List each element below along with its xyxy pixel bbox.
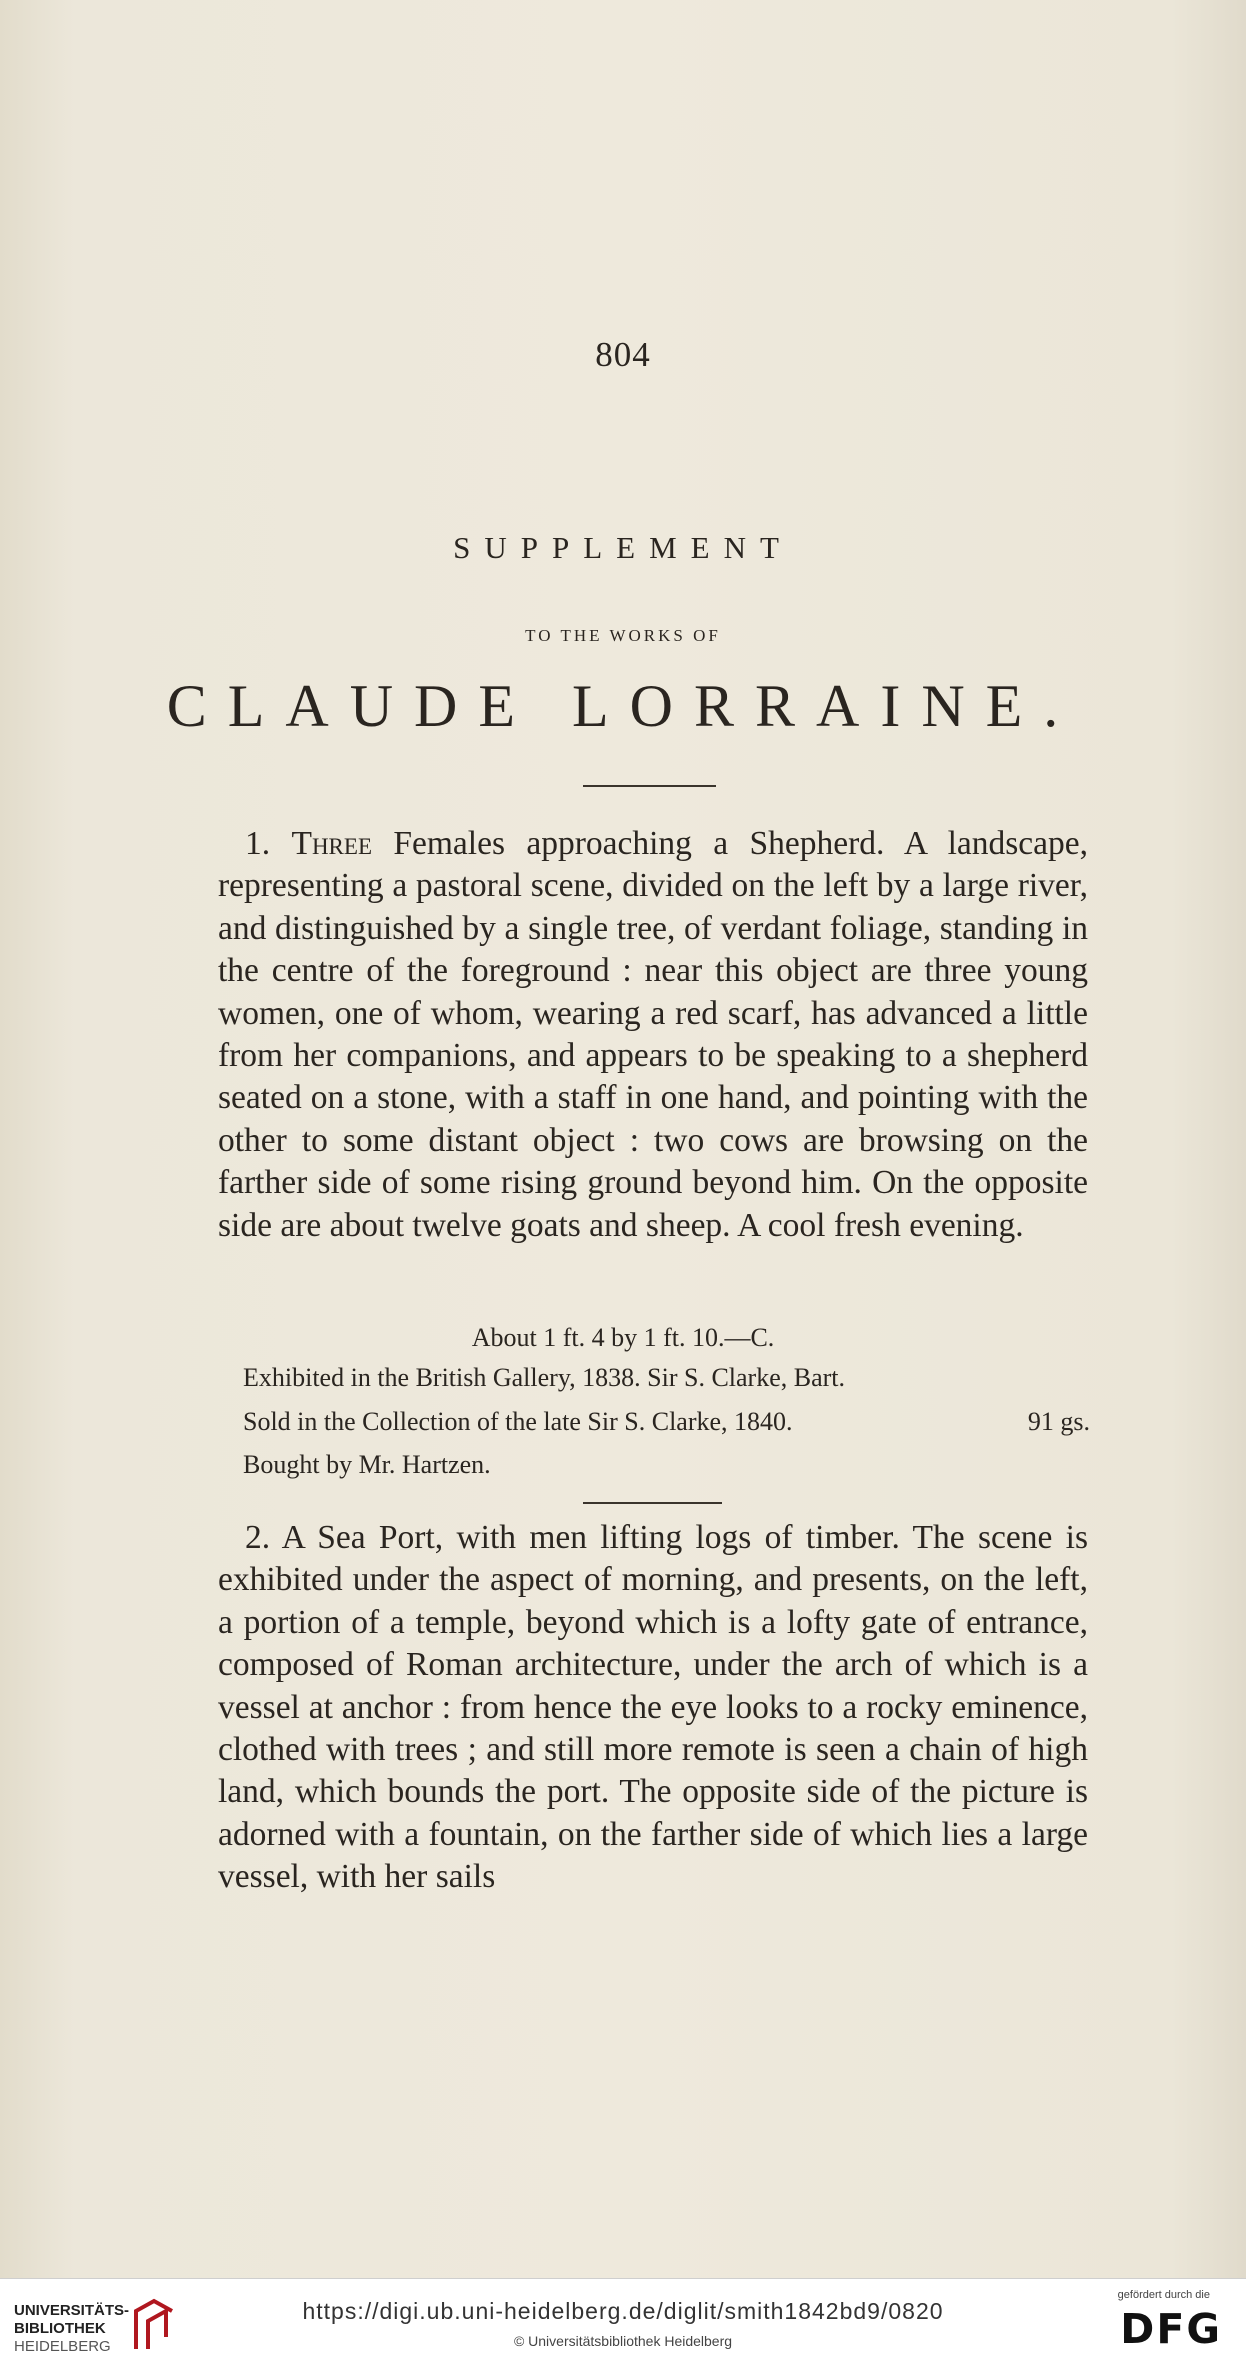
entry-1-exhibited: Exhibited in the British Gallery, 1838. Sir S. Clarke, Bart. [243, 1363, 846, 1392]
entry-1-price: 91 gs. [1027, 1407, 1090, 1436]
dfg-logo[interactable]: DFG [1120, 2305, 1222, 2353]
entry-1-dimensions: About 1 ft. 4 by 1 ft. 10.—C. [471, 1323, 775, 1352]
entry-2 [218, 1517, 1088, 1899]
entry-1-sold-line [243, 1403, 1090, 1440]
entry-1-lead: Three [291, 825, 372, 862]
entry-1-paragraph [218, 823, 1088, 1247]
permalink-url[interactable]: https://digi.ub.uni-heidelberg.de/diglit/smith1842bd9/0820 [302, 2298, 944, 2324]
title-divider [583, 785, 716, 787]
logo-line-1: UNIVERSITÄTS- [14, 2302, 130, 2319]
footer-bar [0, 2278, 1246, 2365]
entry-1-text: Females approaching a Shepherd. A landscape, representing a pastoral scene, divided on the left by a large river, and distinguished by a single tree, of verdant foliage, standing in the centre of the foreground : near this object are three young women, one of whom, wearing a red scarf, has advanced a little from her companions, and appears to be speaking to a shepherd seated on a stone, with a staff in one hand, and pointing with the other to some distant object : two cows are browsing on the farther side of some rising ground beyond him. On the opposite side are about twelve goats and sheep. A cool fresh evening. [218, 825, 1089, 1244]
funding-note: gefördert durch die [1117, 2289, 1210, 2301]
logo-line-3: HEIDELBERG [14, 2338, 111, 2355]
logo-line-2: BIBLIOTHEK [14, 2320, 106, 2337]
copyright-notice: © Universitätsbibliothek Heidelberg [513, 2333, 733, 2349]
entry-1-number: 1. [245, 825, 271, 862]
entry-2-number: 2. [245, 1519, 271, 1556]
entry-1 [218, 823, 1088, 1247]
entry-1-bought: Bought by Mr. Hartzen. [243, 1450, 491, 1479]
entry-2-text: A Sea Port, with men lifting logs of timber. The scene is exhibited under the aspect of morning, and presents, on the left, a portion of a temple, beyond which is a lofty gate of entrance, composed of Roman architecture, under the arch of which is a vessel at anchor : from hence the eye looks to a rocky eminence, clothed with trees ; and still more remote is seen a chain of high land, which bounds the port. The opposite side of the picture is adorned with a fountain, on the farther side of which lies a large vessel, with her sails [218, 1519, 1088, 1896]
entry-1-sold: Sold in the Collection of the late Sir S. Clarke, 1840. [243, 1407, 793, 1436]
supplement-title: SUPPLEMENT [453, 530, 793, 565]
entry-2-paragraph [218, 1517, 1088, 1899]
supplement-subtitle: TO THE WORKS OF [525, 626, 721, 645]
entry-divider [583, 1502, 722, 1504]
page-number: 804 [595, 335, 651, 374]
main-title: CLAUDE LORRAINE. [166, 673, 1080, 739]
